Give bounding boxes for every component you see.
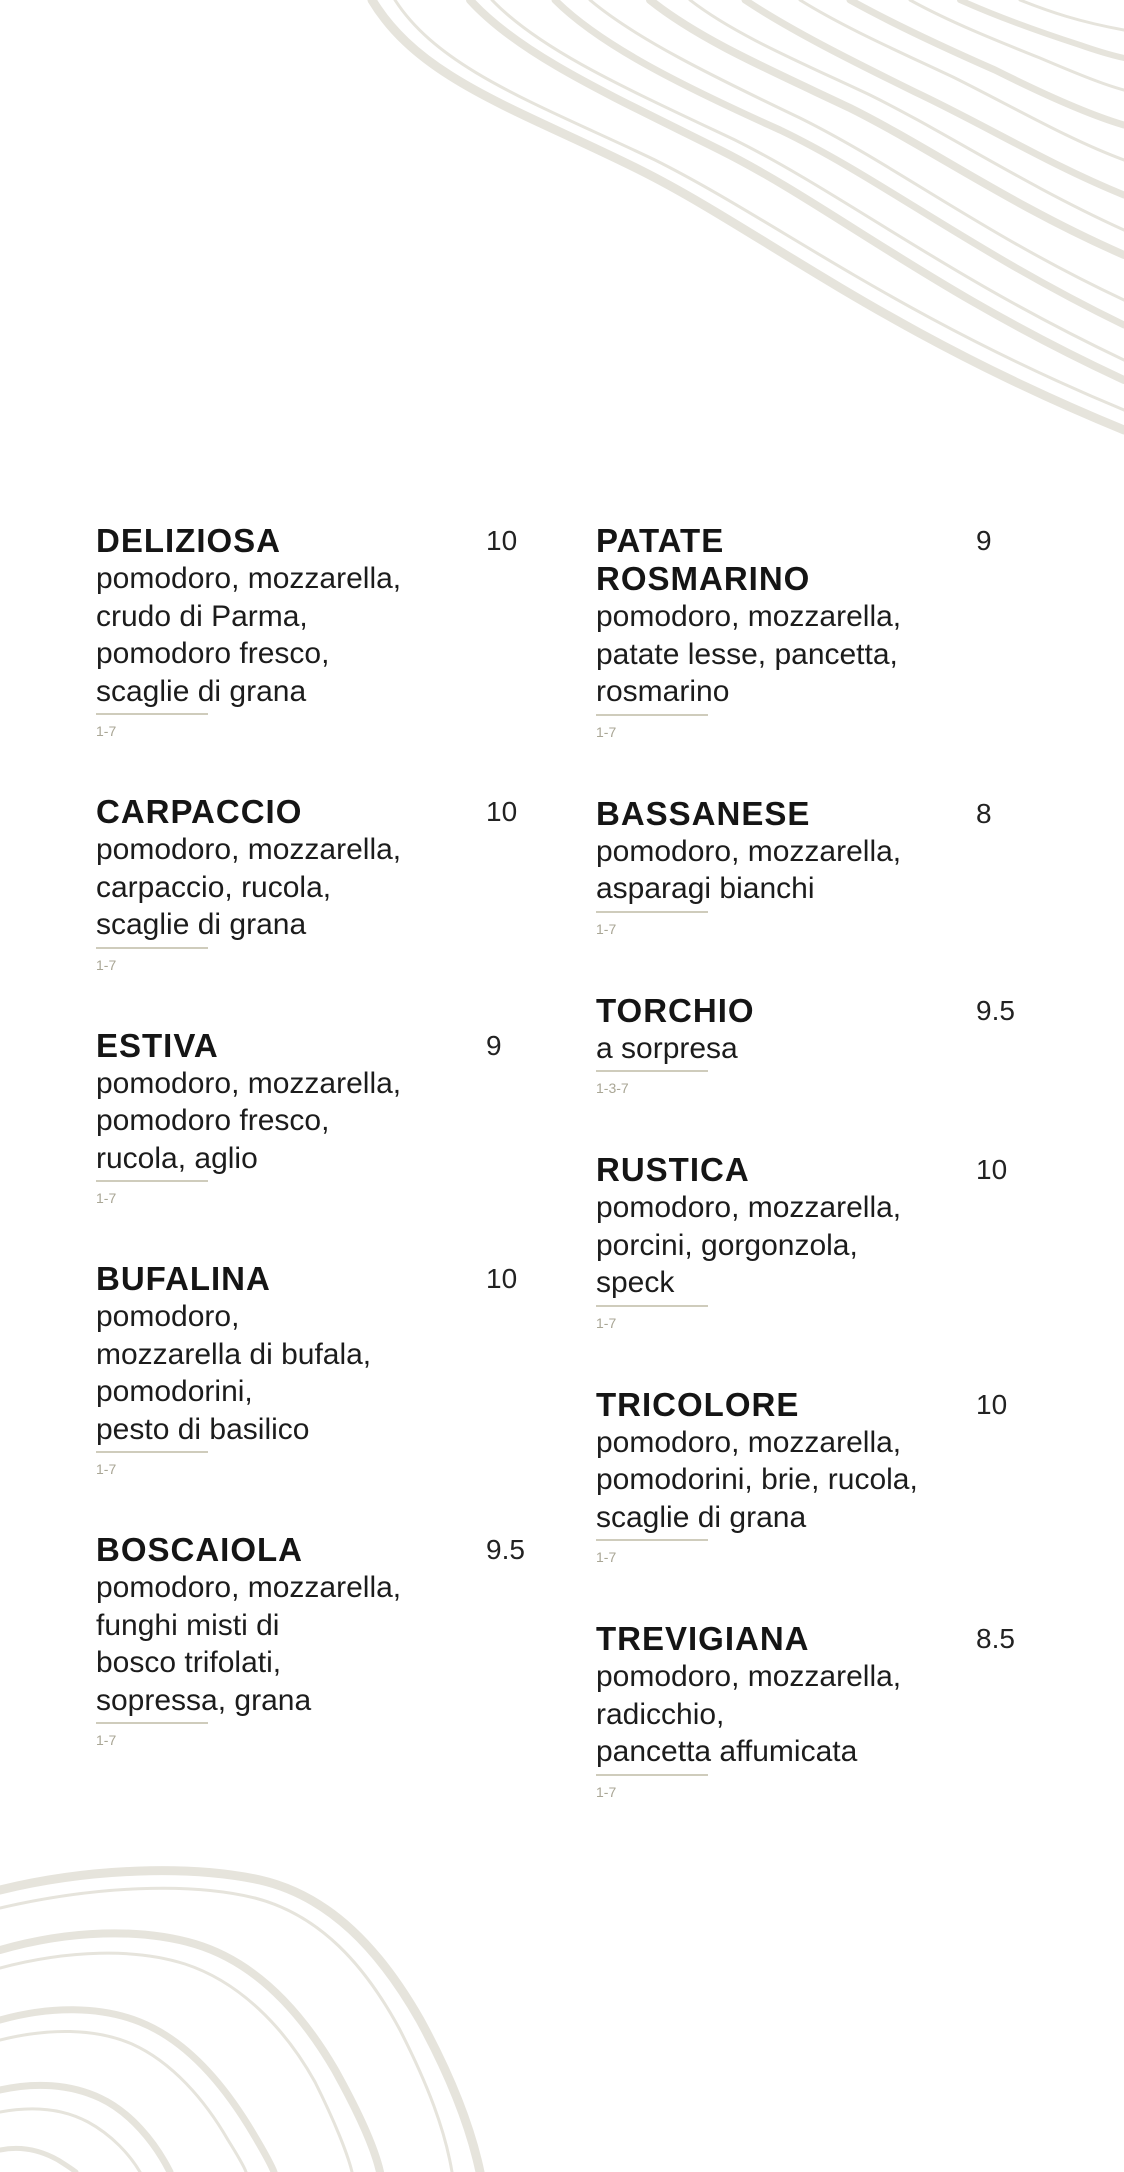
ingredients-line: bosco trifolati,: [96, 1646, 282, 1679]
divider: [596, 1774, 708, 1776]
ingredients-line: rosmarino: [596, 675, 730, 708]
divider: [596, 714, 708, 716]
menu-item-bufalina: [96, 1260, 546, 1478]
divider: [96, 1451, 208, 1453]
pizza-name: TREVIGIANA: [596, 1620, 810, 1657]
menu-item-tricolore: [596, 1386, 1036, 1567]
divider: [96, 947, 208, 949]
pizza-price: 10: [976, 1388, 1008, 1420]
divider: [596, 911, 708, 913]
pizza-price: 8: [976, 797, 992, 829]
ingredients-line: porcini, gorgonzola,: [596, 1228, 858, 1262]
ingredients-line: speck: [596, 1266, 675, 1299]
ingredients-line: mozzarella di bufala,: [96, 1337, 372, 1371]
allergen-codes: 1-7: [96, 956, 117, 973]
divider: [596, 1070, 708, 1072]
menu-item-header: [96, 1531, 546, 1569]
ingredients-line: pomodoro fresco,: [96, 637, 330, 670]
pizza-price: 10: [486, 796, 518, 827]
ingredients-line: pomodoro, mozzarella,: [96, 833, 402, 866]
pizza-ingredients: [96, 1569, 546, 1719]
allergen-codes: 1-7: [596, 1783, 617, 1800]
menu-item-boscaiola: [96, 1531, 546, 1749]
ingredients-line: pesto di basilico: [96, 1412, 310, 1446]
ingredients-line: carpaccio, rucola,: [96, 870, 332, 904]
divider: [596, 1305, 708, 1307]
ingredients-line: pomodoro fresco,: [96, 1104, 330, 1137]
ingredients-line: funghi misti di: [96, 1608, 280, 1642]
menu-item-deliziosa: [96, 522, 546, 740]
pizza-price: 10: [976, 1154, 1008, 1185]
ingredients-line: scaglie di grana: [96, 908, 307, 941]
ingredients-line: scaglie di grana: [96, 674, 307, 708]
menu-item-carpaccio: [96, 793, 546, 974]
menu-item-header: [96, 522, 546, 560]
pizza-ingredients: [596, 1424, 1036, 1537]
decorative-waves-top: [0, 0, 1124, 460]
menu-item-header: [596, 1386, 1036, 1424]
menu-item-header: [596, 795, 1036, 833]
ingredients-line: pomodoro, mozzarella,: [596, 600, 902, 633]
ingredients-line: radicchio,: [596, 1697, 725, 1731]
ingredients-line: patate lesse, pancetta,: [596, 637, 898, 671]
allergen-codes: 1-7: [596, 920, 617, 937]
divider: [596, 1539, 708, 1541]
pizza-ingredients: [596, 1658, 1036, 1771]
menu-item-bassanese: [596, 795, 1036, 938]
pizza-name: BASSANESE: [596, 794, 811, 832]
menu-item-rustica: [596, 1151, 1036, 1332]
menu-item-header: [596, 1620, 1036, 1658]
pizza-ingredients: [96, 831, 546, 944]
allergen-codes: 1-7: [596, 1549, 617, 1565]
pizza-name: BUFALINA: [96, 1260, 271, 1297]
pizza-ingredients: [596, 598, 1036, 711]
ingredients-line: pomodoro,: [96, 1300, 240, 1333]
menu-item-header: [96, 1260, 546, 1298]
ingredients-line: pancetta affumicata: [596, 1735, 858, 1768]
menu-item-patate-rosmarino: [596, 522, 1036, 741]
pizza-ingredients: [96, 1298, 546, 1448]
pizza-name: BOSCAIOLA: [96, 1531, 303, 1568]
pizza-name: CARPACCIO: [96, 793, 303, 830]
ingredients-line: pomodorini,: [96, 1375, 253, 1408]
allergen-codes: 1-7: [96, 723, 117, 739]
allergen-codes: 1-3-7: [596, 1080, 629, 1096]
ingredients-line: scaglie di grana: [596, 1500, 807, 1534]
menu-item-trevigiana: [596, 1620, 1036, 1801]
ingredients-line: pomodorini, brie, rucola,: [596, 1463, 918, 1496]
pizza-name: TORCHIO: [596, 991, 755, 1029]
menu-item-header: [596, 522, 1036, 598]
allergen-codes: 1-7: [96, 1461, 117, 1477]
ingredients-line: pomodoro, mozzarella,: [96, 1066, 402, 1100]
menu-item-torchio: [596, 992, 1036, 1098]
pizza-ingredients: [596, 1030, 1036, 1068]
allergen-codes: 1-7: [596, 1314, 617, 1331]
pizza-name-line: PATATE: [596, 522, 725, 559]
menu-column-right: [596, 522, 1036, 1855]
pizza-price: 10: [486, 1263, 518, 1294]
ingredients-line: a sorpresa: [596, 1031, 738, 1065]
ingredients-line: sopressa, grana: [96, 1683, 312, 1717]
ingredients-line: pomodoro, mozzarella,: [596, 1660, 902, 1693]
pizza-name-line: ROSMARINO: [596, 560, 811, 597]
pizza-price: 9: [976, 525, 992, 556]
pizza-price: 8.5: [976, 1623, 1015, 1654]
ingredients-line: pomodoro, mozzarella,: [596, 834, 902, 868]
pizza-ingredients: [596, 833, 1036, 908]
pizza-price: 9: [486, 1029, 502, 1061]
menu-item-header: [96, 793, 546, 831]
pizza-price: 9.5: [976, 994, 1015, 1026]
ingredients-line: crudo di Parma,: [96, 599, 308, 633]
ingredients-line: pomodoro, mozzarella,: [96, 562, 402, 595]
divider: [96, 1722, 208, 1724]
pizza-ingredients: [596, 1189, 1036, 1302]
menu-item-header: [596, 1151, 1036, 1189]
pizza-name: RUSTICA: [596, 1151, 750, 1188]
ingredients-line: pomodoro, mozzarella,: [596, 1191, 902, 1224]
allergen-codes: 1-7: [96, 1190, 117, 1206]
allergen-codes: 1-7: [96, 1732, 117, 1748]
menu-item-header: [596, 992, 1036, 1030]
pizza-name: [596, 522, 956, 598]
ingredients-line: asparagi bianchi: [596, 872, 815, 905]
ingredients-line: rucola, aglio: [96, 1141, 258, 1175]
menu-item-estiva: [96, 1027, 546, 1208]
divider: [96, 713, 208, 715]
pizza-name: ESTIVA: [96, 1026, 219, 1064]
pizza-name: DELIZIOSA: [96, 522, 282, 559]
divider: [96, 1180, 208, 1182]
pizza-ingredients: [96, 560, 546, 710]
menu-column-left: [96, 522, 546, 1802]
pizza-price: 10: [486, 525, 518, 556]
ingredients-line: pomodoro, mozzarella,: [596, 1425, 902, 1459]
pizza-ingredients: [96, 1065, 546, 1178]
allergen-codes: 1-7: [596, 723, 617, 740]
pizza-name: TRICOLORE: [596, 1385, 800, 1423]
decorative-waves-bottom: [0, 1860, 1124, 2172]
ingredients-line: pomodoro, mozzarella,: [96, 1571, 402, 1604]
pizza-price: 9.5: [486, 1534, 525, 1565]
menu-item-header: [96, 1027, 546, 1065]
